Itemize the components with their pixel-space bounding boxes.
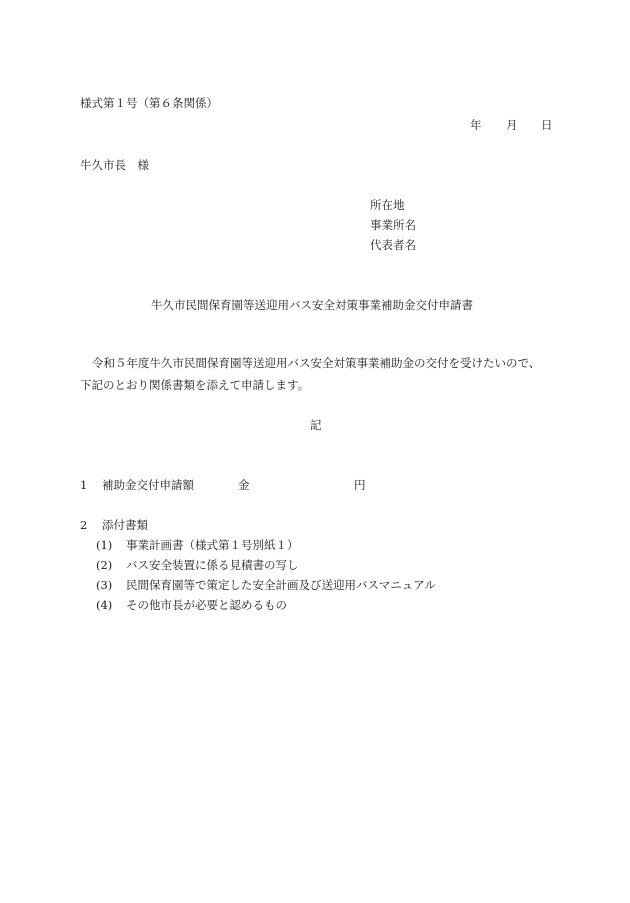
attachment-text: その他市長が必要と認めるもの <box>126 598 287 612</box>
date-year: 年 <box>470 118 482 132</box>
date-month: 月 <box>506 118 518 132</box>
attachment-item <box>96 578 436 592</box>
item-1 <box>80 478 194 492</box>
applicant-office-label: 事業所名 <box>370 218 416 232</box>
attachment-item <box>96 538 299 552</box>
body-line-2: 下記のとおり関係書類を添えて申請します。 <box>80 378 310 392</box>
form-number-label: 様式第１号（第６条関係） <box>80 96 218 110</box>
applicant-representative-label: 代表者名 <box>370 238 416 252</box>
item-2-label: 添付書類 <box>102 518 148 532</box>
addressee: 牛久市長 様 <box>80 158 149 172</box>
attachment-number: (1) <box>96 538 113 552</box>
attachment-number: (2) <box>96 558 113 572</box>
item-1-number: 1 <box>80 478 88 492</box>
item-1-yen: 円 <box>354 478 366 492</box>
attachment-text: バス安全装置に係る見積書の写し <box>126 558 299 572</box>
item-1-kin: 金 <box>238 478 250 492</box>
item-1-label: 補助金交付申請額 <box>102 478 194 492</box>
applicant-address-label: 所在地 <box>370 198 405 212</box>
ki-heading: 記 <box>310 418 322 432</box>
attachment-number: (3) <box>96 578 113 592</box>
attachment-item <box>96 558 299 572</box>
attachment-item <box>96 598 287 612</box>
attachment-number: (4) <box>96 598 113 612</box>
body-line-1: 令和５年度牛久市民間保育園等送迎用バス安全対策事業補助金の交付を受けたいので、 <box>92 356 541 370</box>
attachment-text: 事業計画書（様式第１号別紙１） <box>126 538 299 552</box>
attachment-text: 民間保育園等で策定した安全計画及び送迎用バスマニュアル <box>126 578 436 592</box>
date-day: 日 <box>541 118 553 132</box>
document-title: 牛久市民間保育園等送迎用バス安全対策事業補助金交付申請書 <box>151 298 473 312</box>
item-2-number: 2 <box>80 518 88 532</box>
item-2 <box>80 518 148 532</box>
